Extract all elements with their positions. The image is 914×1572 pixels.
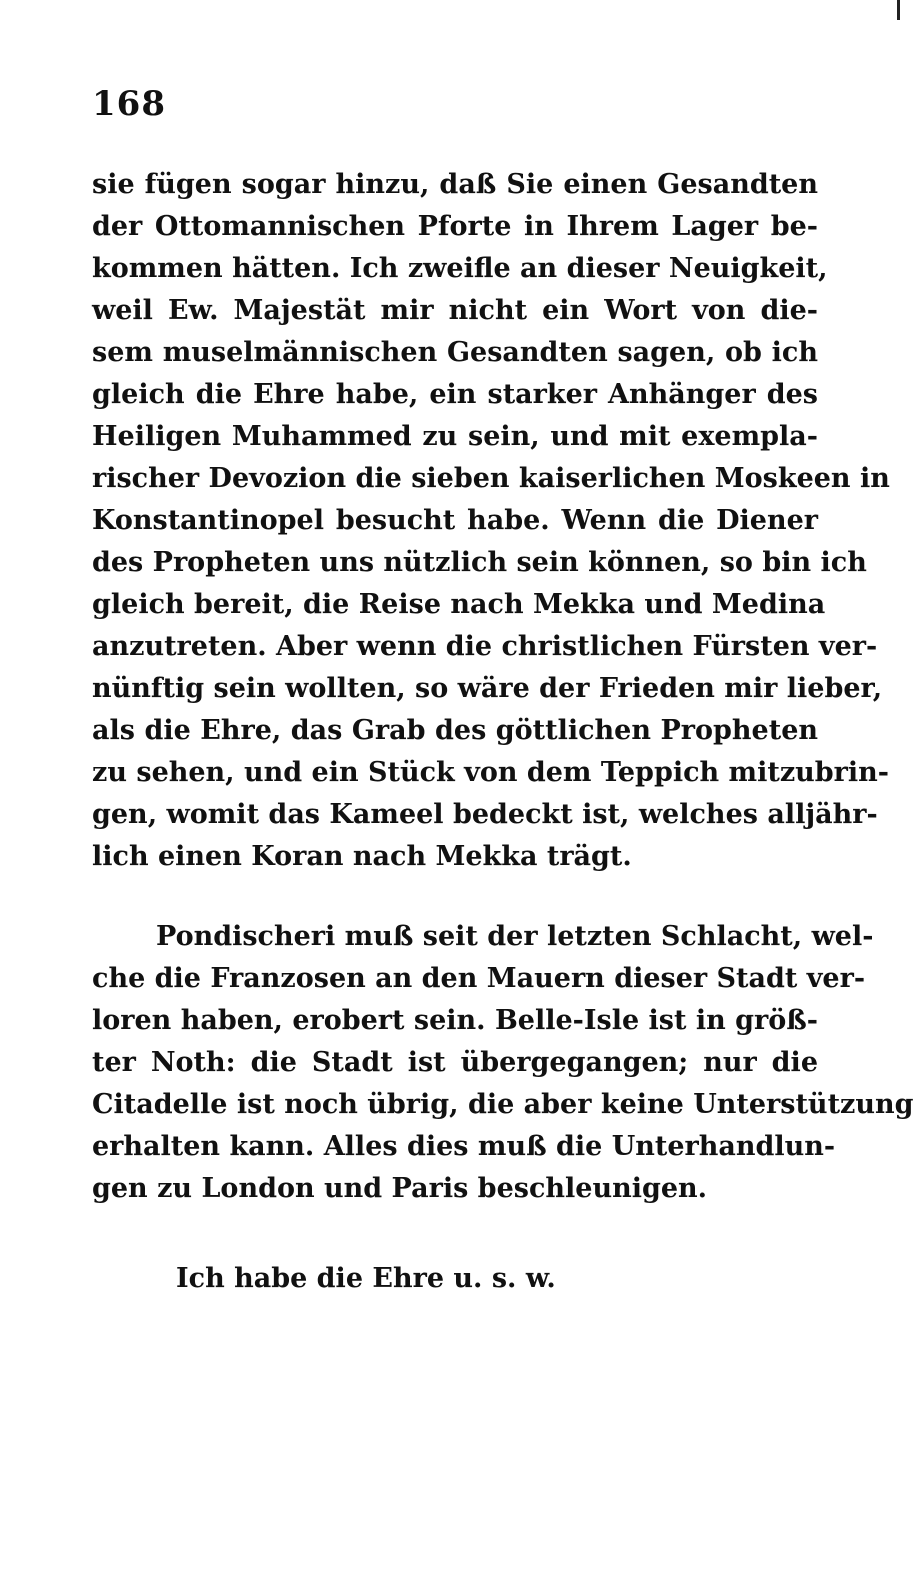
text-line: des Propheten uns nützlich sein können, so bin ich bbox=[92, 547, 867, 578]
text-line: der Ottomannischen Pforte in Ihrem Lager be- bbox=[92, 211, 818, 242]
page-number: 168 bbox=[92, 84, 166, 124]
text-line: Citadelle ist noch übrig, die aber keine Unterstützung bbox=[92, 1089, 914, 1120]
paragraph-1 bbox=[92, 164, 890, 878]
closing-line: Ich habe die Ehre u. s. w. bbox=[176, 1263, 556, 1294]
text-line: gleich bereit, die Reise nach Mekka und Medina bbox=[92, 589, 826, 620]
text-line: loren haben, erobert sein. Belle-Isle ist in größ- bbox=[92, 1005, 818, 1036]
text-line: gen zu London und Paris beschleunigen. bbox=[92, 1173, 708, 1204]
paragraph-2 bbox=[92, 916, 914, 1210]
text-line: gleich die Ehre habe, ein starker Anhänger des bbox=[92, 379, 818, 410]
text-line: kommen hätten. Ich zweifle an dieser Neuigkeit, bbox=[92, 253, 828, 284]
text-line: sie fügen sogar hinzu, daß Sie einen Gesandten bbox=[92, 169, 818, 200]
text-line: nünftig sein wollten, so wäre der Frieden mir lieber, bbox=[92, 673, 883, 704]
text-line: anzutreten. Aber wenn die christlichen Fürsten ver- bbox=[92, 631, 878, 662]
text-line: ter Noth: die Stadt ist übergegangen; nur die bbox=[92, 1047, 818, 1078]
text-line: che die Franzosen an den Mauern dieser Stadt ver- bbox=[92, 963, 866, 994]
text-line: als die Ehre, das Grab des göttlichen Propheten bbox=[92, 715, 818, 746]
text-line: gen, womit das Kameel bedeckt ist, welches alljähr- bbox=[92, 799, 878, 830]
text-line: zu sehen, und ein Stück von dem Teppich mitzubrin- bbox=[92, 757, 890, 788]
text-line: sem muselmännischen Gesandten sagen, ob ich bbox=[92, 337, 818, 368]
text-line: erhalten kann. Alles dies muß die Unterhandlun- bbox=[92, 1131, 836, 1162]
text-line: weil Ew. Majestät mir nicht ein Wort von die- bbox=[92, 295, 818, 326]
text-line: Konstantinopel besucht habe. Wenn die Diener bbox=[92, 505, 818, 536]
edge-mark bbox=[897, 0, 900, 20]
text-line: lich einen Koran nach Mekka trägt. bbox=[92, 841, 632, 872]
text-line: Pondischeri muß seit der letzten Schlacht, wel- bbox=[156, 921, 874, 952]
text-line: rischer Devozion die sieben kaiserlichen Moskeen in bbox=[92, 463, 890, 494]
text-line: Heiligen Muhammed zu sein, und mit exempla- bbox=[92, 421, 818, 452]
